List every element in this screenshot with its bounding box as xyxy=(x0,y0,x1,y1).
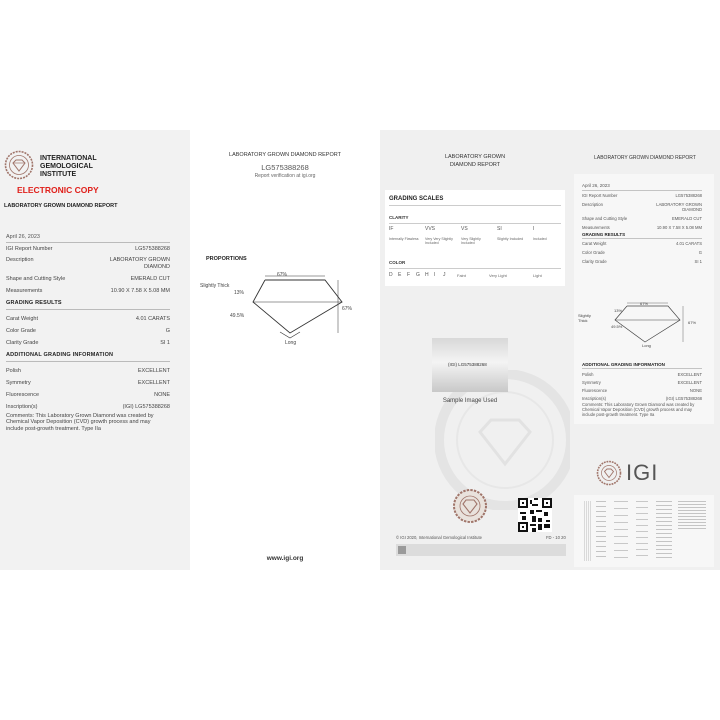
field-row: Description LABORATORY GROWN xyxy=(582,202,702,207)
pavilion-percent: 49.5% xyxy=(611,324,623,329)
report-date: April 26, 2023 xyxy=(582,183,610,188)
clarity-grade: SI xyxy=(497,226,502,232)
additional-row: Inscription(s) (IGI) LG575388268 xyxy=(6,404,170,410)
additional-row: Inscription(s) (IGI) LG575388268 xyxy=(582,396,702,401)
sample-inscription-image xyxy=(432,338,508,392)
security-mark-icon xyxy=(398,546,406,554)
report-title-line-1: LABORATORY GROWN xyxy=(444,154,506,160)
crown-percent: 13% xyxy=(234,290,245,296)
field-row: Description LABORATORY GROWN xyxy=(6,257,170,263)
verification-text: Report verification at igi.org xyxy=(254,173,316,179)
clarity-grade: I xyxy=(533,226,535,232)
comments-text: Comments: This Laboratory Grown Diamond was created by Chemical Vapor Deposition (CVD) growth process and may include post-growth treatment. Type IIa xyxy=(582,402,695,417)
additional-grading-heading: ADDITIONAL GRADING INFORMATION xyxy=(582,362,665,367)
color-grade: E xyxy=(398,272,402,278)
divider xyxy=(582,368,702,369)
divider xyxy=(6,361,170,362)
report-front-panel xyxy=(0,130,190,570)
grading-row: Carat Weight 4.01 CARATS xyxy=(582,241,702,246)
additional-grading-heading: ADDITIONAL GRADING INFORMATION xyxy=(6,352,114,358)
org-name-line-1: INTERNATIONAL xyxy=(40,155,97,162)
report-back-panel xyxy=(570,130,720,570)
color-description: Faint xyxy=(457,273,466,278)
clarity-description: Internally Flawless xyxy=(389,237,419,241)
color-grade: G xyxy=(416,272,420,278)
color-grade: F xyxy=(407,272,411,278)
culet-label: Long xyxy=(285,340,297,346)
clarity-description: Very Slightly Included xyxy=(461,237,481,246)
mini-report-detail xyxy=(574,495,714,567)
report-date: April 26, 2023 xyxy=(6,234,40,240)
grading-row: Clarity Grade SI 1 xyxy=(582,259,702,264)
girdle-label: Slightly Thick xyxy=(578,313,591,323)
clarity-description: Slightly Included xyxy=(497,237,524,241)
report-title: LABORATORY GROWN DIAMOND REPORT xyxy=(4,203,118,209)
clarity-description: Very Very Slightly Included xyxy=(425,237,453,246)
grading-scales-heading: GRADING SCALES xyxy=(389,196,444,202)
form-code: FD - 10 20 xyxy=(546,535,566,540)
proportions-diagram xyxy=(230,270,353,350)
depth-percent: 67% xyxy=(342,306,353,312)
additional-row: Fluorescence NONE xyxy=(6,392,170,398)
clarity-grade: VS xyxy=(461,226,468,232)
additional-row: Polish EXCELLENT xyxy=(6,368,170,374)
field-row: DIAMOND xyxy=(682,207,702,212)
field-row: Measurements 10.90 X 7.58 X 5.08 MM xyxy=(582,225,702,230)
additional-row: Symmetry EXCELLENT xyxy=(582,380,702,385)
table-percent: 67% xyxy=(277,272,288,278)
website-label: www.igi.org xyxy=(266,555,304,562)
proportions-heading: PROPORTIONS xyxy=(206,256,247,262)
qr-code[interactable] xyxy=(518,498,552,532)
additional-row: Polish EXCELLENT xyxy=(582,372,702,377)
color-grade: I xyxy=(434,272,436,278)
proportions-panel xyxy=(190,130,380,570)
clarity-grade: VVS xyxy=(425,226,436,232)
sample-image-caption: Sample Image Used xyxy=(442,398,498,404)
igi-seal-icon xyxy=(596,460,622,486)
culet-label: Long xyxy=(642,343,651,348)
divider xyxy=(389,268,561,269)
field-row: Shape and Cutting Style EMERALD CUT xyxy=(6,276,170,282)
org-name-line-2: GEMOLOGICAL xyxy=(40,163,93,170)
color-grade: D xyxy=(389,272,393,278)
grading-row: Color Grade G xyxy=(6,328,170,334)
clarity-grade: IF xyxy=(389,226,394,232)
security-strip xyxy=(396,544,566,556)
color-grade: J xyxy=(443,272,446,278)
copyright-text: © IGI 2020, International Gemological Institute xyxy=(396,535,482,540)
report-title-line-2: DIAMOND REPORT xyxy=(449,162,501,168)
igi-logo-text: IGI xyxy=(626,460,659,485)
divider xyxy=(389,205,561,206)
igi-seal-icon xyxy=(452,488,488,524)
field-row: Shape and Cutting Style EMERALD CUT xyxy=(582,216,702,221)
clarity-label: CLARITY xyxy=(389,215,409,220)
report-title: LABORATORY GROWN DIAMOND REPORT xyxy=(594,155,696,161)
clarity-description: Included xyxy=(533,237,547,241)
grading-scales-box xyxy=(385,190,565,286)
report-title: LABORATORY GROWN DIAMOND REPORT xyxy=(229,152,341,158)
color-label: COLOR xyxy=(389,260,406,265)
sample-inscription-text: (IGI) LG575388268 xyxy=(448,362,487,367)
additional-row: Fluorescence NONE xyxy=(582,388,702,393)
additional-row: Symmetry EXCELLENT xyxy=(6,380,170,386)
divider xyxy=(389,223,561,224)
report-number: LG575388268 xyxy=(261,163,309,172)
depth-percent: 67% xyxy=(688,320,697,325)
color-grade: H xyxy=(425,272,429,278)
table-percent: 67% xyxy=(640,301,649,306)
grading-scales-panel xyxy=(380,130,570,570)
igi-seal-icon xyxy=(4,150,34,180)
color-description: Very Light xyxy=(489,273,507,278)
crown-percent: 13% xyxy=(614,308,623,313)
divider xyxy=(582,190,702,191)
pavilion-percent: 49.5% xyxy=(230,313,245,319)
electronic-copy-label: ELECTRONIC COPY xyxy=(17,185,99,195)
divider xyxy=(582,238,702,239)
grading-row: Color Grade G xyxy=(582,250,702,255)
girdle-label: Slightly Thick xyxy=(200,283,230,289)
divider xyxy=(6,309,170,310)
comments-text: Comments: This Laboratory Grown Diamond was created by Chemical Vapor Deposition (CVD) growth process and may include post-growth treatment. Type IIa xyxy=(6,413,154,432)
grading-row: Carat Weight 4.01 CARATS xyxy=(6,316,170,322)
field-row: Measurements 10.90 X 7.58 X 5.08 MM xyxy=(6,288,170,294)
field-row: IGI Report Number LG575388268 xyxy=(6,246,170,252)
grading-row: Clarity Grade SI 1 xyxy=(6,340,170,346)
grading-results-heading: GRADING RESULTS xyxy=(6,300,62,306)
field-row: DIAMOND xyxy=(144,264,170,270)
divider xyxy=(6,242,170,243)
color-description: Light xyxy=(533,273,542,278)
org-name-line-3: INSTITUTE xyxy=(40,171,77,178)
field-row: IGI Report Number LG575388268 xyxy=(582,193,702,198)
grading-results-heading: GRADING RESULTS xyxy=(582,232,626,237)
